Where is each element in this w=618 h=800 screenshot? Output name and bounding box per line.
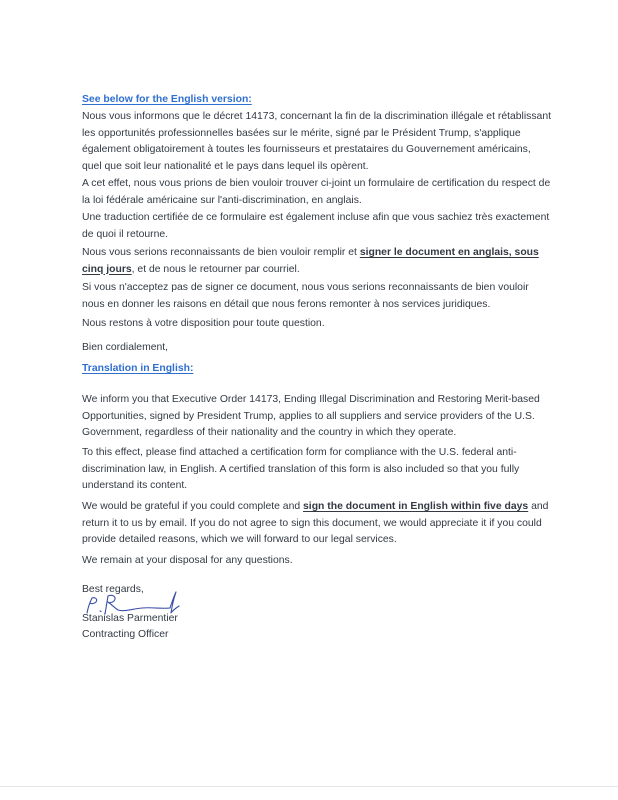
english-paragraph-4: We remain at your disposal for any questions. <box>82 555 293 566</box>
english-deadline-emphasis: sign the document in English within five days <box>303 501 529 512</box>
french-paragraph-3: Une traduction certifiée de ce formulaire est également incluse afin que vous sachiez très exactement de quoi il retourne. <box>82 212 550 240</box>
english-closing: Best regards, <box>82 584 144 595</box>
english-heading: Translation in English: <box>82 363 194 374</box>
english-paragraph-3-start: We would be grateful if you could complete and <box>82 501 304 512</box>
signer-title: Contracting Officer <box>82 629 169 640</box>
english-paragraph-3-end: and return it to us by email. If you do not agree to sign this document, we would appreciate it if you could provide detailed reasons, which we will forward to our legal services. <box>82 501 549 545</box>
english-paragraph-3 <box>82 499 552 549</box>
french-paragraph-4-end: , et de nous le retourner par courriel. <box>131 263 300 275</box>
english-paragraph-2: To this effect, please find attached a certification form for compliance with the U.S. federal anti-discrimination law, in English. A certified translation of this form is also included so that you fully understand its content. <box>82 447 520 491</box>
french-paragraph-4 <box>82 245 552 278</box>
french-paragraph-6: Nous restons à votre disposition pour toute question. <box>82 318 325 329</box>
french-paragraph-1: Nous vous informons que le décret 14173, concernant la fin de la discrimination illégale et rétablissant les opportunités professionnelles basées sur le mérite, signé par le Président Trump, s'applique également obligatoirement à toutes les fournisseurs et prestataires du Gouvernement américains, quel que soit leur nationalité et le pays dans lequel ils opèrent. <box>82 111 551 172</box>
french-paragraph-5: Si vous n'acceptez pas de signer ce document, nous vous serions reconnaissants de bien vouloir nous en donner les raisons en détail que nous ferons remonter à nos services juridiques. <box>82 282 529 310</box>
french-paragraph-4-start: Nous vous serions reconnaissants de bien vouloir remplir et <box>82 247 360 258</box>
french-paragraph-2: A cet effet, nous vous prions de bien vouloir trouver ci-joint un formulaire de certification du respect de la loi fédérale américaine sur l'anti-discrimination, en anglais. <box>82 178 551 206</box>
french-heading: See below for the English version: <box>82 94 252 105</box>
french-deadline-emphasis: signer le document en anglais, sous cinq jours <box>82 247 539 275</box>
signer-name: Stanislas Parmentier <box>82 613 178 624</box>
page-bottom-edge <box>0 786 618 787</box>
english-paragraph-1: We inform you that Executive Order 14173, Ending Illegal Discrimination and Restoring Merit-based Opportunities, signed by President Trump, applies to all suppliers and service providers of the U.S. Government, regardless of their nationality and the country in which they operate. <box>82 394 540 438</box>
french-closing: Bien cordialement, <box>82 342 169 353</box>
